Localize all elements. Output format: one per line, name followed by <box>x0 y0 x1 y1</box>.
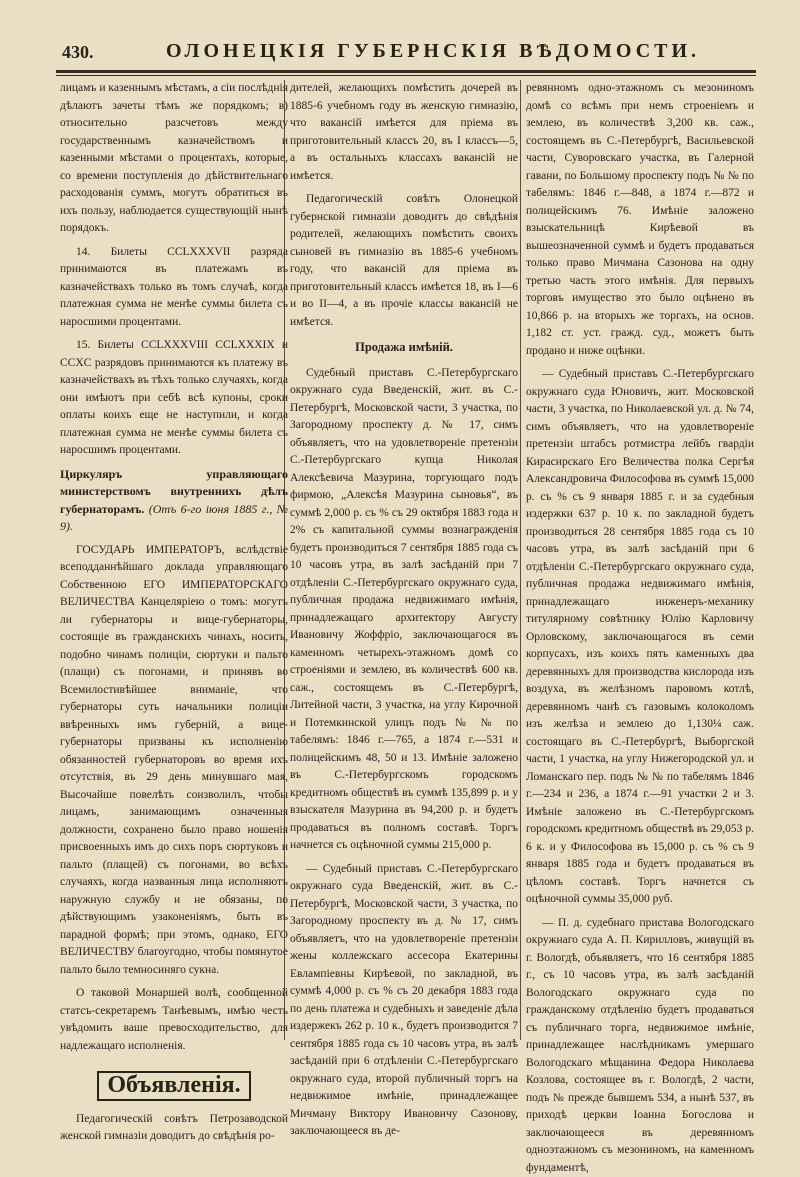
header-rule-thin <box>56 75 756 76</box>
paragraph: О таковой Монаршей волѣ, сообщенной статсъ-секретаремъ Танѣевымъ, имѣю честь увѣдомить ваше превосходительство, для надлежащаго исполненія. <box>60 985 288 1055</box>
circular-title: Циркуляръ управляющаго министерствомъ внутреннихъ дѣлъ губернаторамъ. <box>60 467 288 516</box>
column-3 <box>526 80 754 1060</box>
column-2 <box>290 80 518 1060</box>
paragraph: лицамъ и казеннымъ мѣстамъ, а сіи послѣднія дѣлаютъ зачеты тѣмъ же порядкомъ; в) относительно разсчетовъ между государственнымъ казначействомъ и казенными мѣстами о процентахъ, которые, со времени поступленія до дѣйствительнаго расходованія суммъ, могутъ обратиться въ ихъ пользу, наблюдается существующій нынѣ порядокъ. <box>60 80 288 238</box>
paragraph: дителей, желающихъ помѣстить дочерей въ 1885-6 учебномъ году въ женскую гимназію, что вакансій имѣется для пріема въ приготовительный классъ 20, въ I классъ—5, а въ остальныхъ классахъ вакансій не имѣется. <box>290 80 518 185</box>
paragraph: — Судебный приставъ С.-Петербургскаго окружнаго суда Введенскій, жит. въ С.-Петербургѣ, Московской части, 3 участка, по Загородному проспекту въ д. № 17, симъ объявляетъ, что на удовлетвореніе претензіи жены коллежскаго ассесора Екатерины Евлампіевны Кирѣевой, по закладной, въ суммѣ 4,000 р. съ % съ 20 декабря 1883 года по день платежа и судебныхъ и заведеніе дѣла издержекъ 262 р. 10 к., будетъ производится 7 сентября 1885 года съ 10 часовъ утра, въ залѣ засѣданій при 6 отдѣленіи С.-Петербургскаго окружнаго суда, второй публичный торгъ на недвижимое имѣніе, принадлежащее Мичману Виктору Ивановичу Сазонову, заключающееся въ де- <box>290 861 518 1141</box>
sale-section-title: Продажа имѣній. <box>290 339 518 357</box>
paragraph: — П. д. судебнаго пристава Вологодскаго окружнаго суда А. П. Кирилловъ, живущій въ г. Вологдѣ, объявляетъ, что 16 сентября 1885 г., съ 10 часовъ утра, въ залѣ засѣданій Вологодскаго окружнаго суда по гражданскому отдѣленію будетъ продаваться съ публичнаго торга, недвижимое имѣніе, принадлежащее наслѣдникамъ умершаго Вологодскаго мѣщанина Федора Николаева Козлова, состоящее въ г. Вологдѣ, 2 части, подъ № прежде бывшемъ 534, а нынѣ 537, въ приходѣ церкви Іоанна Богослова и заключающееся въ деревянномъ одноэтажномъ съ мезониномъ, на каменномъ фундаментѣ, <box>526 915 754 1177</box>
paragraph: ревянномъ одно-этажномъ съ мезониномъ домѣ со всѣмъ при немъ строеніемъ и землею, въ количествѣ 3,200 кв. саж., состоящемъ въ С.-Петербургѣ, Васильевской части, Суворовскаго участка, въ Галерной гавани, по Большому проспекту подъ № № по табелямъ: 1846 г.—848, а 1874 г.—872 и полицейскимъ 76. Имѣніе заложено взыскательницѣ Кирѣевой въ вышеозначенной суммѣ и будетъ продаваться только право Мичмана Сазонова на одну третью часть этого имѣнія. Для первыхъ торговъ имущество это было оцѣнено въ 10,866 р. на вторыхъ же торгахъ, на основ. 1,182 ст. уст. гражд. суд., можетъ быть продано и ниже оцѣнки. <box>526 80 754 360</box>
column-1 <box>60 80 288 1060</box>
paragraph: Педагогическій совѣтъ Олонецкой губернской гимназіи доводитъ до свѣдѣнія родителей, желающихъ помѣстить своихъ сыновей въ гимназію въ 1885-6 учебномъ году, что вакансій для пріема въ приготовительный классъ имѣется 18, въ I—6 и во II—4, а въ прочіе классы вакансій не имѣется. <box>290 191 518 331</box>
header-rule-thick <box>56 70 756 73</box>
circular-ref: (Отъ 6-го іюня 1885 г., № 9). <box>60 502 288 534</box>
paragraph: Судебный приставъ С.-Петербургскаго окружнаго суда Введенскій, жит. въ С.-Петербургѣ, Московской части, 3 участка, по Загородному проспекту д. № 17, симъ объявляетъ, что на удовлетвореніе претензіи С.-Петербургскаго купца Николая Алексѣевича Мазурина, торгующаго подъ фирмою, „Алексѣя Мазурина сыновья“, въ суммѣ 2,000 р. съ % съ 29 октября 1883 года и 2% съ капитальной суммы вознагражденія будетъ производиться 7 сентября 1885 года съ 10 часовъ утра, въ залѣ засѣданій при 7 отдѣленіи С.-Петербургскаго окружнаго суда, публичная продажа недвижимаго имѣнія, принадлежащаго архитектору Августу Ивановичу Жоффріо, заключающагося въ каменномъ четырехъ-этажномъ домѣ со строеніями и землею, въ количествѣ 600 кв. саж., состоящемъ въ С.-Петербургѣ, Литейной части, 3 участка, на углу Кирочной и Потемкинской улицъ подъ № № по табелямъ: 1846 г.—765, а 1874 г.—531 и полицейскимъ 48, 50 и 13. Имѣніе заложено въ С.-Петербургскомъ городскомъ кредитномъ обществѣ въ суммѣ 135,899 р. и у взыскателя Мазурина въ 94,200 р. и будетъ продаваться въ полномъ составѣ. Торгъ начнется съ оцѣночной суммы 215,000 р. <box>290 365 518 855</box>
paragraph: Педагогическій совѣтъ Петрозаводской женской гимназіи доводитъ до свѣдѣнія ро- <box>60 1111 288 1146</box>
column-divider <box>520 80 521 1040</box>
paragraph: 15. Билеты CCLXXXVIII CCLXXXIX и CCXC разрядовъ принимаются къ платежу въ казначействахъ въ тѣхъ только случаяхъ, когда они имѣютъ при себѣ всѣ купоны, сроки оплаты коихъ еще не наступили, и когда платежная сумма не менѣе суммы билета съ наросшимъ процентами. <box>60 337 288 460</box>
page-number: 430. <box>62 42 94 63</box>
announcements-title: Объявленія. <box>97 1071 251 1101</box>
running-title: ОЛОНЕЦКІЯ ГУБЕРНСКІЯ ВѢДОМОСТИ. <box>166 40 700 63</box>
page-header <box>56 38 756 68</box>
circular-heading <box>60 466 288 536</box>
paragraph: ГОСУДАРЬ ИМПЕРАТОРЪ, вслѣдствіе всеподданнѣйшаго доклада управляющаго Собственною ЕГО ИМПЕРАТОРСКАГО ВЕЛИЧЕСТВА Канцеляріею о томъ: могутъ ли губернаторы и вице-губернаторы, состоящіе въ гражданскихъ чинахъ, носить, подобно чинамъ полиціи, сюртуки и пальто (плащи) съ погонами, и принявъ во Всемилостивѣйшее вниманіе, что губернаторы суть начальники полиціи ввѣренныхъ имъ губерній, а вице-губернаторы призваны къ исполненію обязанностей губернаторовъ во время ихъ отсутствія, въ 29 день минувшаго мая, Высочайше повелѣть соизволилъ, чтобы лицамъ, занимающимъ означенныя должности, сохранено было право ношенія присвоенныхъ имъ до сихъ поръ сюртуковъ и пальто (плащей) съ погонами, во всѣхъ случаяхъ, когда названныя лица исполняютъ наружную службу и не обязаны, по дѣйствующимъ узаконеніямъ, быть въ парадной формѣ; при этомъ, однако, ЕГО ВЕЛИЧЕСТВУ благоугодно, чтобы помянутое пальто было темносиняго сукна. <box>60 542 288 980</box>
paragraph: — Судебный приставъ С.-Петербургскаго окружнаго суда Юновичъ, жит. Московской части, 3 участка, по Николаевской ул. д. № 74, симъ объявляетъ, что на удовлетвореніе претензіи штабсъ ротмистра лейбъ гвардіи Кирасирскаго Его Величества полка Сергѣя Александровича Философова въ суммѣ 15,000 р. съ % съ 9 января 1885 г. и за судебныя издержки 637 р. 10 к. по закладной будетъ производиться 28 сентября 1885 года съ 10 часовъ утра, въ залѣ засѣданій при 6 отдѣленіи С.-Петербургскаго окружнаго суда, публичная продажа недвижимаго имѣнія, принадлежащаго инженеръ-механику титулярному совѣтнику Юлію Карловичу Орловскому, заключающагося въ семи корпусахъ, изъ коихъ пять каменныхъ два деревянныхъ для производства кислорода изъ воздуха, въ желѣзномъ паровомъ котлѣ, деревянномъ чанѣ съ газовымъ колоколомъ изъ желѣза и землею до 1,130¼ саж. состоящаго въ С.-Петербургѣ, Выборгской части, 1 участка, на углу Нижегородской ул. и Ломанскаго пер. подъ № № по табелямъ 1846 г.—234 и 236, а 1874 г.—91 участки 2 и 3. Имѣніе заложено въ С.-Петербургскомъ городскомъ кредитномъ обществѣ въ 29,053 р. 6 к. и у Философова въ 15,000 р. съ % съ 9 января 1885 года и будетъ продаваться въ цѣломъ составѣ. Торгъ начнется съ оцѣночной суммы 35,000 руб. <box>526 366 754 909</box>
paragraph: 14. Билеты CCLXXXVII разряда принимаются въ платежамъ въ казначействахъ только въ томъ случаѣ, когда платежная сумма не менѣе суммы билета съ наросшими процентами. <box>60 244 288 332</box>
